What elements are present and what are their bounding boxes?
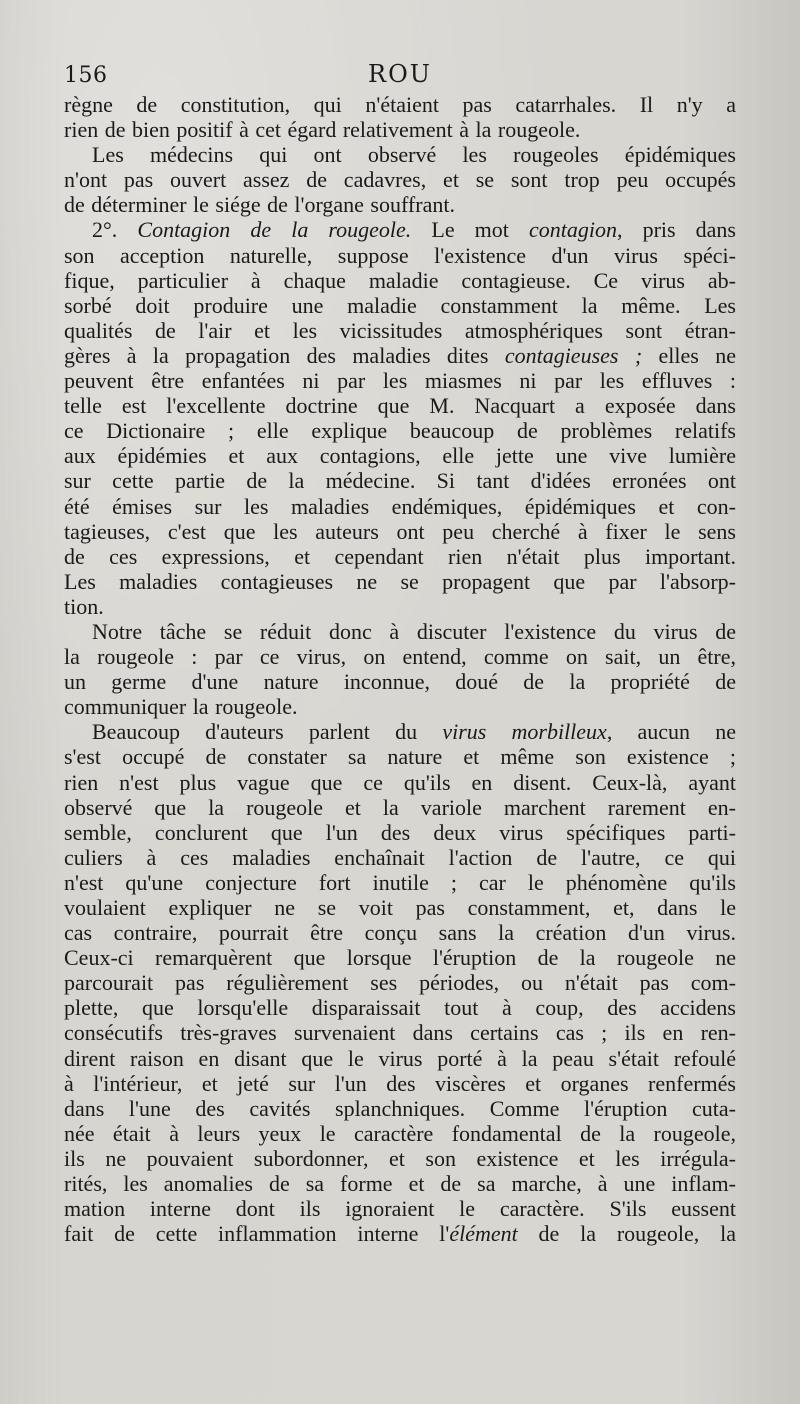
text-line: cas contraire, pourrait être conçu sans la création d'un virus.: [64, 920, 736, 946]
text-line: [64, 217, 736, 242]
text-line: rités, les anomalies de sa forme et de sa marche, à une inflam-: [64, 1171, 736, 1197]
text-line: ils ne pouvaient subordonner, et son existence et les irrégula-: [64, 1145, 736, 1171]
text-line: de ces expressions, et cependant rien n'était plus important.: [64, 543, 736, 569]
text-line: semble, conclurent que l'un des deux virus spécifiques parti-: [64, 819, 736, 845]
text-line: [64, 1221, 736, 1246]
text-line: mation interne dont ils ignoraient le caractère. S'ils eussent: [64, 1196, 736, 1222]
text-run: , aucun ne: [606, 719, 737, 745]
text-line: à l'intérieur, et jeté sur l'un des viscères et organes renfermés: [64, 1070, 736, 1096]
text-line: son acception naturelle, suppose l'existence d'un virus spéci-: [64, 242, 736, 268]
running-head: ROU: [368, 60, 432, 88]
text-line: voulaient expliquer ne se voit pas constamment, et, dans le: [64, 895, 736, 920]
text-line: peuvent être enfantées ni par les miasmes ni par les effluves :: [64, 368, 736, 394]
text-line: Ceux-ci remarquèrent que lorsque l'éruption de la rougeole ne: [64, 945, 736, 971]
text-line: aux épidémies et aux contagions, elle jette une vive lumière: [64, 443, 736, 469]
page-number: 156: [64, 63, 108, 88]
text-run: fait de cette inflammation interne l': [64, 1221, 450, 1247]
italic-text: contagion: [529, 217, 617, 243]
text-line: Les maladies contagieuses ne se propagent que par l'absorp-: [64, 568, 736, 594]
text-line: rien de bien positif à cet égard relativement à la rougeole.: [64, 117, 581, 143]
text-line: la rougeole : par ce virus, on entend, comme on sait, un être,: [64, 644, 736, 670]
text-run: gères à la propagation des maladies dites: [64, 342, 505, 368]
text-run: , pris dans: [617, 217, 736, 243]
text-run: elles ne: [642, 342, 736, 368]
text-line: s'est occupé de constater sa nature et même son existence ;: [64, 744, 736, 770]
text-line: rien n'est plus vague que ce qu'ils en disent. Ceux-là, ayant: [64, 769, 736, 795]
text-line: n'est qu'une conjecture fort inutile ; car le phénomène qu'ils: [64, 869, 736, 895]
text-line: observé que la rougeole et la variole marchent rarement en-: [64, 794, 736, 820]
text-line: un germe d'une nature inconnue, doué de la propriété de: [64, 669, 736, 695]
text-line: sur cette partie de la médecine. Si tant d'idées erronées ont: [64, 468, 736, 494]
text-run: Beaucoup d'auteurs parlent du: [92, 719, 443, 745]
text-line: dirent raison en disant que le virus porté à la peau s'était refoulé: [64, 1045, 736, 1071]
text-line: été émises sur les maladies endémiques, épidémiques et con-: [64, 493, 736, 519]
text-line: ce Dictionaire ; elle explique beaucoup de problèmes relatifs: [64, 418, 736, 444]
text-run: de la rougeole, la: [517, 1221, 736, 1247]
text-run: Le mot: [411, 217, 529, 243]
text-line: dans l'une des cavités splanchniques. Comme l'éruption cuta-: [64, 1095, 736, 1121]
text-run: 2°.: [92, 217, 138, 243]
italic-text: Contagion de la rougeole.: [137, 217, 412, 243]
text-line: plette, que lorsqu'elle disparaissait tout à coup, des accidens: [64, 995, 736, 1021]
text-line: fique, particulier à chaque maladie contagieuse. Ce virus ab-: [64, 267, 736, 293]
text-line: [64, 719, 736, 744]
body-text: [64, 92, 736, 1246]
text-line: tion.: [64, 593, 104, 619]
text-line: culiers à ces maladies enchaînait l'action de l'autre, ce qui: [64, 844, 736, 870]
text-line: [64, 343, 736, 368]
text-line: de déterminer le siége de l'organe souffrant.: [64, 192, 455, 218]
text-line: tagieuses, c'est que les auteurs ont peu cherché à fixer le sens: [64, 518, 736, 544]
text-line: règne de constitution, qui n'étaient pas catarrhales. Il n'y a: [64, 92, 736, 117]
italic-text: élément: [449, 1221, 518, 1247]
text-line: n'ont pas ouvert assez de cadavres, et se sont trop peu occupés: [64, 167, 736, 193]
text-line: sorbé doit produire une maladie constamment la même. Les: [64, 292, 736, 318]
text-line: communiquer la rougeole.: [64, 694, 298, 720]
text-line: parcourait pas régulièrement ses périodes, ou n'était pas com-: [64, 970, 736, 996]
text-line: qualités de l'air et les vicissitudes atmosphériques sont étran-: [64, 317, 736, 343]
italic-text: contagieuses ;: [504, 342, 643, 368]
text-line: Les médecins qui ont observé les rougeoles épidémiques: [92, 142, 736, 168]
text-line: née était à leurs yeux le caractère fondamental de la rougeole,: [64, 1120, 736, 1146]
text-line: Notre tâche se réduit donc à discuter l'existence du virus de: [92, 618, 736, 644]
page-header: [64, 58, 736, 92]
italic-text: virus morbilleux: [442, 719, 607, 745]
text-line: consécutifs très-graves survenaient dans certains cas ; ils en ren-: [64, 1020, 736, 1046]
text-line: telle est l'excellente doctrine que M. Nacquart a exposée dans: [64, 393, 736, 419]
